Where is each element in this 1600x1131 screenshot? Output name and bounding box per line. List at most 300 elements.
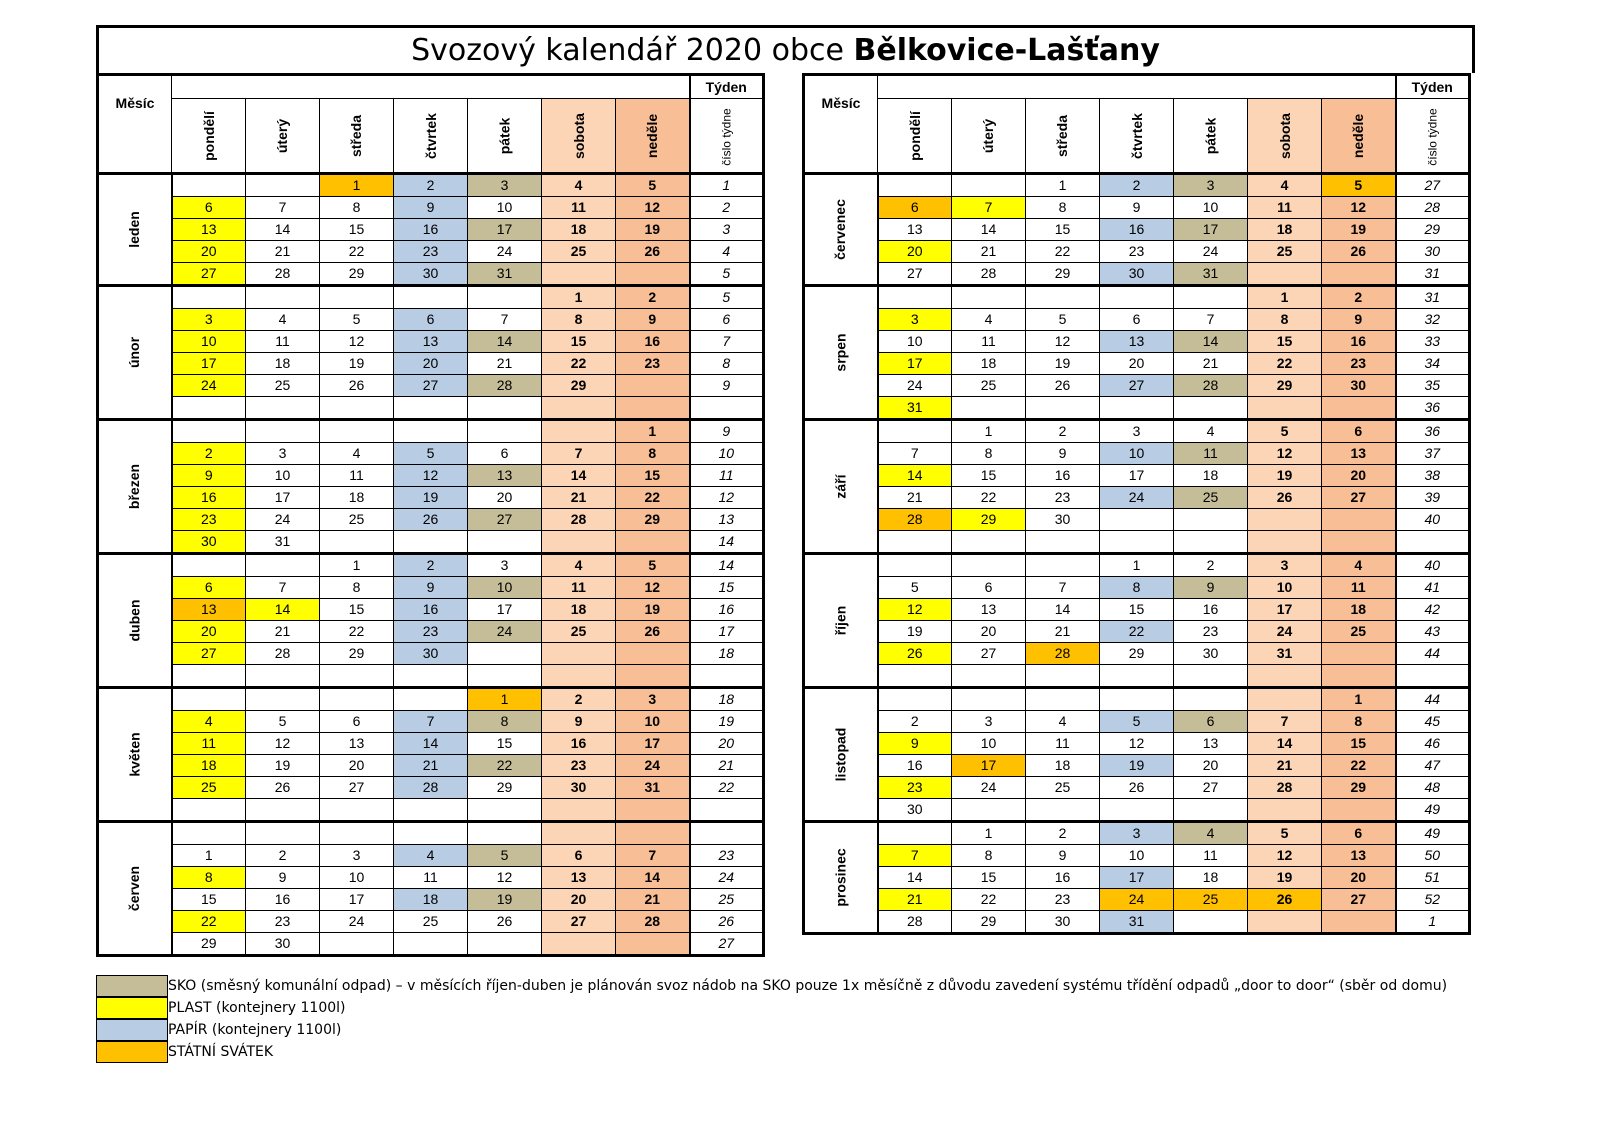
day-cell: 31 <box>616 777 690 799</box>
day-cell: 11 <box>394 867 468 889</box>
month-label-cell <box>804 554 878 688</box>
day-cell: 26 <box>1322 241 1396 263</box>
day-cell: 4 <box>394 845 468 867</box>
day-cell <box>1100 397 1174 420</box>
day-cell: 28 <box>616 911 690 933</box>
day-cell: 17 <box>1248 599 1322 621</box>
week-row <box>98 509 764 531</box>
day-cell: 11 <box>1174 443 1248 465</box>
day-cell: 28 <box>1248 777 1322 799</box>
day-cell: 30 <box>172 531 246 554</box>
day-cell <box>1174 397 1248 420</box>
week-number-cell: 6 <box>690 309 764 331</box>
month-name: říjen <box>832 605 849 636</box>
day-cell <box>1248 531 1322 554</box>
legend-text: SKO (směsný komunální odpad) – v měsících říjen-duben je plánován svoz nádob na SKO pouze 1x měsíčně z důvodu zavedení systému třídění odpadů „door to door“ (sběr od domu) <box>168 978 1448 994</box>
day-cell <box>1322 665 1396 688</box>
day-cell: 30 <box>1100 263 1174 286</box>
day-cell <box>1322 911 1396 934</box>
day-cell <box>542 933 616 956</box>
week-row <box>98 263 764 286</box>
day-cell: 14 <box>878 465 952 487</box>
week-number-cell: 24 <box>690 867 764 889</box>
month-name: duben <box>126 599 143 642</box>
week-number-cell: 31 <box>1396 286 1470 309</box>
day-cell <box>1026 397 1100 420</box>
month-name: březen <box>126 463 143 510</box>
header-row-top <box>98 75 764 99</box>
day-cell: 4 <box>542 554 616 577</box>
day-cell: 18 <box>1322 599 1396 621</box>
day-cell: 22 <box>172 911 246 933</box>
week-number-cell: 7 <box>690 331 764 353</box>
day-cell: 17 <box>952 755 1026 777</box>
day-cell: 16 <box>1100 219 1174 241</box>
week-row <box>98 688 764 711</box>
day-cell: 8 <box>1248 309 1322 331</box>
day-cell: 6 <box>952 577 1026 599</box>
day-cell <box>616 799 690 822</box>
week-row <box>98 487 764 509</box>
day-cell: 24 <box>1248 621 1322 643</box>
day-cell: 15 <box>172 889 246 911</box>
day-cell: 12 <box>878 599 952 621</box>
day-cell <box>172 554 246 577</box>
month-name: květen <box>126 732 143 777</box>
day-cell: 3 <box>1248 554 1322 577</box>
day-cell <box>172 799 246 822</box>
legend-item-papir <box>96 1019 1496 1041</box>
day-cell: 1 <box>616 420 690 443</box>
day-cell: 7 <box>542 443 616 465</box>
day-cell: 18 <box>542 599 616 621</box>
title-prefix: Svozový kalendář 2020 obce <box>411 33 854 68</box>
week-number-cell: 45 <box>1396 711 1470 733</box>
day-cell: 8 <box>542 309 616 331</box>
day-cell: 7 <box>394 711 468 733</box>
day-cell: 9 <box>394 197 468 219</box>
day-cell: 6 <box>542 845 616 867</box>
day-cell: 3 <box>1174 174 1248 197</box>
week-number-cell: 33 <box>1396 331 1470 353</box>
day-cell: 28 <box>542 509 616 531</box>
day-cell: 12 <box>1322 197 1396 219</box>
day-cell: 16 <box>878 755 952 777</box>
day-cell: 11 <box>1248 197 1322 219</box>
month-label-cell <box>804 286 878 420</box>
day-cell: 8 <box>320 197 394 219</box>
week-row <box>804 665 1470 688</box>
day-cell: 8 <box>320 577 394 599</box>
week-row <box>98 554 764 577</box>
month-name: červenec <box>832 199 849 260</box>
day-cell <box>1248 799 1322 822</box>
day-cell: 10 <box>320 867 394 889</box>
day-cell: 26 <box>246 777 320 799</box>
calendar-table-right <box>802 73 1471 935</box>
day-cell: 24 <box>468 621 542 643</box>
day-cell: 1 <box>542 286 616 309</box>
day-cell: 18 <box>542 219 616 241</box>
day-cell <box>616 822 690 845</box>
day-cell: 19 <box>616 219 690 241</box>
week-row <box>98 309 764 331</box>
day-cell: 11 <box>952 331 1026 353</box>
day-cell <box>1248 688 1322 711</box>
week-number-cell: 27 <box>690 933 764 956</box>
day-cell: 31 <box>1174 263 1248 286</box>
day-cell: 12 <box>1248 443 1322 465</box>
week-row <box>804 554 1470 577</box>
calendar-first-half <box>96 73 765 957</box>
day-cell <box>246 822 320 845</box>
day-header-label: čtvrtek <box>1128 112 1145 159</box>
day-cell: 29 <box>1322 777 1396 799</box>
week-number-cell: 8 <box>690 353 764 375</box>
week-column-header: Týden <box>690 75 764 99</box>
week-number-cell: 31 <box>1396 263 1470 286</box>
day-header-label: středa <box>1054 114 1071 157</box>
day-cell: 21 <box>394 755 468 777</box>
day-cell: 1 <box>1100 554 1174 577</box>
day-cell: 21 <box>246 621 320 643</box>
day-cell <box>172 822 246 845</box>
day-cell <box>1100 286 1174 309</box>
week-row <box>98 331 764 353</box>
day-cell: 23 <box>1100 241 1174 263</box>
day-cell: 2 <box>246 845 320 867</box>
day-cell: 17 <box>468 599 542 621</box>
week-number-cell: 5 <box>690 263 764 286</box>
day-cell: 27 <box>1174 777 1248 799</box>
week-row <box>804 487 1470 509</box>
week-row <box>98 397 764 420</box>
week-number-cell: 27 <box>1396 174 1470 197</box>
day-cell: 9 <box>1322 309 1396 331</box>
week-row <box>804 197 1470 219</box>
day-cell <box>468 397 542 420</box>
day-cell: 16 <box>542 733 616 755</box>
week-number-cell: 19 <box>690 711 764 733</box>
day-cell: 17 <box>172 353 246 375</box>
day-cell: 21 <box>952 241 1026 263</box>
month-label-cell <box>98 822 172 956</box>
day-header-label: pátek <box>1202 117 1219 154</box>
week-row <box>98 755 764 777</box>
day-cell: 6 <box>878 197 952 219</box>
day-cell: 29 <box>1248 375 1322 397</box>
day-cell <box>320 397 394 420</box>
day-cell: 6 <box>394 309 468 331</box>
day-cell: 3 <box>172 309 246 331</box>
day-cell: 27 <box>1100 375 1174 397</box>
day-cell <box>246 665 320 688</box>
day-cell: 5 <box>1248 822 1322 845</box>
day-cell: 9 <box>1026 845 1100 867</box>
week-row <box>804 420 1470 443</box>
month-label-cell <box>98 688 172 822</box>
week-row <box>98 531 764 554</box>
day-cell: 10 <box>878 331 952 353</box>
day-cell <box>246 688 320 711</box>
day-cell: 12 <box>468 867 542 889</box>
day-cell: 1 <box>1026 174 1100 197</box>
day-header-label: sobota <box>570 112 587 159</box>
week-row <box>804 465 1470 487</box>
month-name: listopad <box>832 727 849 782</box>
day-cell <box>616 933 690 956</box>
day-cell <box>952 665 1026 688</box>
day-cell <box>246 554 320 577</box>
day-cell: 19 <box>1100 755 1174 777</box>
day-cell: 28 <box>878 509 952 531</box>
day-cell: 14 <box>1026 599 1100 621</box>
day-cell: 25 <box>952 375 1026 397</box>
day-cell: 23 <box>1322 353 1396 375</box>
week-row <box>98 197 764 219</box>
day-cell: 12 <box>394 465 468 487</box>
day-cell: 10 <box>246 465 320 487</box>
day-cell <box>542 263 616 286</box>
week-row <box>804 643 1470 665</box>
day-cell: 14 <box>542 465 616 487</box>
week-number-cell: 43 <box>1396 621 1470 643</box>
day-cell: 11 <box>246 331 320 353</box>
day-cell: 3 <box>616 688 690 711</box>
week-number-label: číslo týdne <box>719 107 734 166</box>
month-name: červen <box>126 865 143 912</box>
day-cell: 24 <box>1100 889 1174 911</box>
week-row <box>98 443 764 465</box>
week-number-cell: 29 <box>1396 219 1470 241</box>
month-column-header: Měsíc <box>98 75 172 174</box>
day-cell: 4 <box>1174 822 1248 845</box>
day-cell: 28 <box>1026 643 1100 665</box>
week-number-cell: 13 <box>690 509 764 531</box>
day-cell <box>468 665 542 688</box>
week-row <box>804 174 1470 197</box>
day-cell: 19 <box>1248 867 1322 889</box>
day-cell: 7 <box>246 577 320 599</box>
day-cell: 14 <box>616 867 690 889</box>
day-cell: 5 <box>320 309 394 331</box>
day-cell: 5 <box>1100 711 1174 733</box>
day-cell <box>468 643 542 665</box>
day-cell: 5 <box>878 577 952 599</box>
week-number-cell <box>1396 665 1470 688</box>
day-cell: 2 <box>878 711 952 733</box>
day-cell <box>1322 397 1396 420</box>
calendar-table-left <box>96 73 765 957</box>
week-row <box>804 688 1470 711</box>
day-header-6 <box>616 99 690 174</box>
day-cell: 20 <box>172 621 246 643</box>
day-cell: 9 <box>1026 443 1100 465</box>
day-cell: 19 <box>616 599 690 621</box>
day-cell: 17 <box>1174 219 1248 241</box>
day-cell <box>468 286 542 309</box>
day-cell: 21 <box>1248 755 1322 777</box>
day-cell: 29 <box>1026 263 1100 286</box>
day-cell <box>320 665 394 688</box>
day-cell: 25 <box>1248 241 1322 263</box>
day-cell: 6 <box>1174 711 1248 733</box>
day-cell: 26 <box>1248 889 1322 911</box>
day-cell: 7 <box>1026 577 1100 599</box>
week-number-cell: 17 <box>690 621 764 643</box>
day-cell: 23 <box>542 755 616 777</box>
day-cell: 5 <box>394 443 468 465</box>
day-cell: 19 <box>246 755 320 777</box>
day-cell <box>542 643 616 665</box>
day-cell: 16 <box>394 219 468 241</box>
day-cell: 11 <box>1026 733 1100 755</box>
day-cell <box>320 286 394 309</box>
day-cell: 1 <box>172 845 246 867</box>
day-cell: 20 <box>1322 465 1396 487</box>
legend-item-svatek <box>96 1041 1496 1063</box>
day-cell: 26 <box>468 911 542 933</box>
day-cell <box>952 799 1026 822</box>
day-cell <box>616 531 690 554</box>
legend <box>96 975 1496 1063</box>
week-number-cell: 50 <box>1396 845 1470 867</box>
day-header-4 <box>1174 99 1248 174</box>
day-cell: 7 <box>1248 711 1322 733</box>
day-cell: 14 <box>246 219 320 241</box>
day-cell <box>878 531 952 554</box>
day-cell <box>468 531 542 554</box>
day-cell <box>542 531 616 554</box>
week-number-cell: 41 <box>1396 577 1470 599</box>
calendar-title <box>96 25 1475 73</box>
day-cell <box>878 665 952 688</box>
day-cell <box>542 665 616 688</box>
day-cell: 26 <box>1100 777 1174 799</box>
day-cell: 28 <box>1174 375 1248 397</box>
day-cell: 10 <box>468 577 542 599</box>
day-cell: 1 <box>1322 688 1396 711</box>
day-cell: 3 <box>952 711 1026 733</box>
week-row <box>804 889 1470 911</box>
week-number-cell <box>1396 531 1470 554</box>
day-cell: 13 <box>468 465 542 487</box>
day-cell: 21 <box>878 487 952 509</box>
week-number-cell: 42 <box>1396 599 1470 621</box>
day-cell <box>468 420 542 443</box>
legend-swatch-plast <box>96 997 168 1019</box>
day-cell: 29 <box>616 509 690 531</box>
day-cell: 6 <box>468 443 542 465</box>
day-cell: 10 <box>616 711 690 733</box>
month-label-cell <box>804 174 878 286</box>
week-row <box>804 777 1470 799</box>
day-cell: 15 <box>468 733 542 755</box>
day-cell: 9 <box>542 711 616 733</box>
header-row-top <box>804 75 1470 99</box>
day-cell: 15 <box>320 599 394 621</box>
day-cell: 23 <box>394 241 468 263</box>
day-cell: 30 <box>246 933 320 956</box>
day-cell: 31 <box>878 397 952 420</box>
day-cell: 22 <box>952 487 1026 509</box>
day-cell <box>1322 263 1396 286</box>
day-cell: 30 <box>394 643 468 665</box>
legend-swatch-sko <box>96 975 168 997</box>
day-header-5 <box>542 99 616 174</box>
day-cell: 6 <box>172 197 246 219</box>
week-row <box>98 711 764 733</box>
day-cell <box>1174 665 1248 688</box>
day-cell: 2 <box>542 688 616 711</box>
week-number-cell: 26 <box>690 911 764 933</box>
day-header-label: čtvrtek <box>422 112 439 159</box>
week-row <box>98 286 764 309</box>
day-cell: 19 <box>320 353 394 375</box>
day-cell: 8 <box>616 443 690 465</box>
day-cell: 22 <box>468 755 542 777</box>
week-number-cell: 52 <box>1396 889 1470 911</box>
week-row <box>804 822 1470 845</box>
day-cell: 15 <box>616 465 690 487</box>
day-cell: 5 <box>246 711 320 733</box>
day-cell: 14 <box>246 599 320 621</box>
day-cell: 20 <box>542 889 616 911</box>
day-cell <box>172 420 246 443</box>
day-cell <box>878 420 952 443</box>
day-cell: 7 <box>246 197 320 219</box>
day-cell: 23 <box>1026 487 1100 509</box>
day-cell: 20 <box>878 241 952 263</box>
day-cell <box>952 554 1026 577</box>
day-cell: 1 <box>320 174 394 197</box>
day-cell: 6 <box>172 577 246 599</box>
day-cell: 12 <box>320 331 394 353</box>
day-cell: 10 <box>1174 197 1248 219</box>
week-row <box>804 531 1470 554</box>
day-cell: 11 <box>1322 577 1396 599</box>
day-cell <box>952 531 1026 554</box>
legend-text: STÁTNÍ SVÁTEK <box>168 1044 274 1060</box>
day-cell <box>246 397 320 420</box>
week-number-header <box>690 99 764 174</box>
day-header-label: neděle <box>1350 113 1367 158</box>
day-cell: 3 <box>468 554 542 577</box>
day-header-3 <box>394 99 468 174</box>
day-cell: 7 <box>616 845 690 867</box>
day-cell: 21 <box>616 889 690 911</box>
day-cell <box>1026 531 1100 554</box>
week-number-cell: 48 <box>1396 777 1470 799</box>
day-cell: 1 <box>320 554 394 577</box>
day-cell: 30 <box>1026 911 1100 934</box>
month-name: únor <box>126 336 143 369</box>
day-cell: 9 <box>172 465 246 487</box>
month-name: leden <box>126 211 143 248</box>
day-cell: 12 <box>1026 331 1100 353</box>
day-cell: 13 <box>878 219 952 241</box>
day-cell: 13 <box>320 733 394 755</box>
day-cell: 23 <box>1026 889 1100 911</box>
calendar-second-half <box>802 73 1471 935</box>
day-cell <box>246 799 320 822</box>
day-cell: 22 <box>616 487 690 509</box>
day-cell: 3 <box>878 309 952 331</box>
day-cell: 13 <box>1174 733 1248 755</box>
day-cell: 26 <box>394 509 468 531</box>
week-row <box>804 755 1470 777</box>
week-row <box>98 889 764 911</box>
